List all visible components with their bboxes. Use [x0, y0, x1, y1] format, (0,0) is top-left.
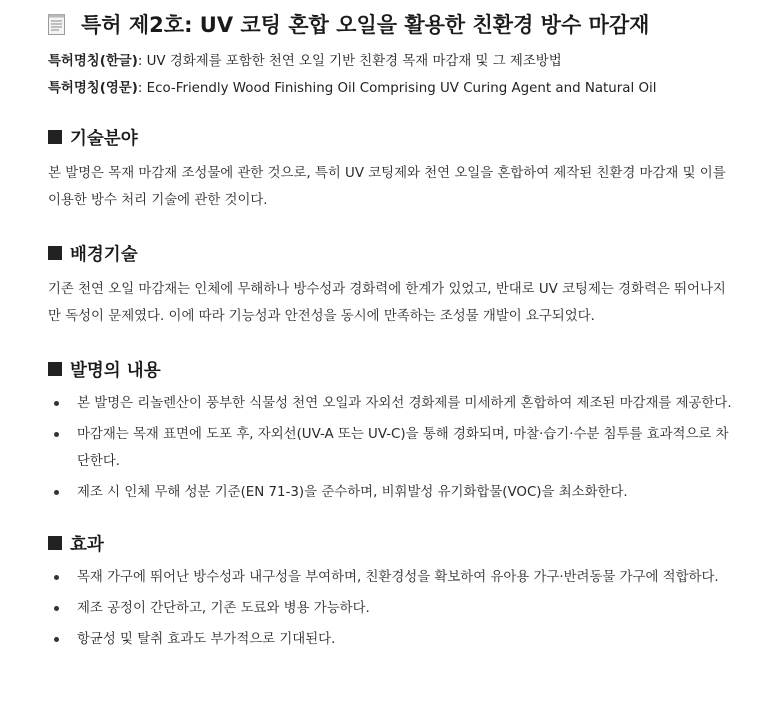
- section-body-technical-field: 본 발명은 목재 마감재 조성물에 관한 것으로, 특히 UV 코팅제와 천연 오일을 혼합하여 제작된 친환경 마감재 및 이를 이용한 방수 처리 기술에 관한 것이다.: [48, 166, 726, 208]
- section-heading-effects: [48, 528, 743, 558]
- square-bullet-icon: [48, 362, 62, 376]
- section-heading-technical-field: [48, 122, 743, 152]
- korean-name-line: [48, 48, 743, 75]
- square-bullet-icon: [48, 536, 62, 550]
- section-body-background: 기존 천연 오일 마감재는 인체에 무해하나 방수성과 경화력에 한계가 있었고, 반대로 UV 코팅제는 경화력은 뛰어나지만 독성이 문제였다. 이에 따라 기능성과 안전성을 동시에 만족하는 조성물 개발이 요구되었다.: [48, 282, 726, 324]
- section-heading-invention: [48, 354, 743, 384]
- list-item: 제조 공정이 간단하고, 기존 도료와 병용 가능하다.: [48, 595, 737, 622]
- list-item: 목재 가구에 뛰어난 방수성과 내구성을 부여하며, 친환경성을 확보하여 유아용 가구·반려동물 가구에 적합하다.: [48, 564, 737, 591]
- square-bullet-icon: [48, 130, 62, 144]
- english-name-line: [48, 75, 743, 102]
- english-name-label: 특허명칭(영문): [48, 81, 138, 96]
- section-heading-background: [48, 238, 743, 268]
- list-item: 항균성 및 탈취 효과도 부가적으로 기대된다.: [48, 626, 737, 653]
- section-heading-text: 효과: [70, 534, 104, 555]
- section-heading-text: 기술분야: [70, 128, 138, 149]
- title-row: [48, 2, 743, 46]
- patent-document: [0, 2, 773, 653]
- english-name-value: : Eco-Friendly Wood Finishing Oil Comprising UV Curing Agent and Natural Oil: [137, 81, 657, 96]
- section-heading-text: 발명의 내용: [70, 360, 161, 381]
- list-item: 제조 시 인체 무해 성분 기준(EN 71-3)을 준수하며, 비휘발성 유기화합물(VOC)을 최소화한다.: [48, 479, 737, 506]
- list-item: 본 발명은 리놀렌산이 풍부한 식물성 천연 오일과 자외선 경화제를 미세하게 혼합하여 제조된 마감재를 제공한다.: [48, 390, 737, 417]
- document-icon: [48, 14, 65, 35]
- korean-name-value: : UV 경화제를 포함한 천연 오일 기반 친환경 목재 마감재 및 그 제조방법: [137, 54, 562, 69]
- list-item: 마감재는 목재 표면에 도포 후, 자외선(UV-A 또는 UV-C)을 통해 경화되며, 마찰·습기·수분 침투를 효과적으로 차단한다.: [48, 421, 737, 475]
- section-heading-text: 배경기술: [70, 244, 138, 265]
- page-title: 특허 제2호: UV 코팅 혼합 오일을 활용한 친환경 방수 마감재: [81, 13, 650, 37]
- effects-list: [48, 564, 743, 653]
- square-bullet-icon: [48, 246, 62, 260]
- patent-names: [48, 48, 743, 102]
- invention-list: [48, 390, 743, 506]
- korean-name-label: 특허명칭(한글): [48, 54, 138, 69]
